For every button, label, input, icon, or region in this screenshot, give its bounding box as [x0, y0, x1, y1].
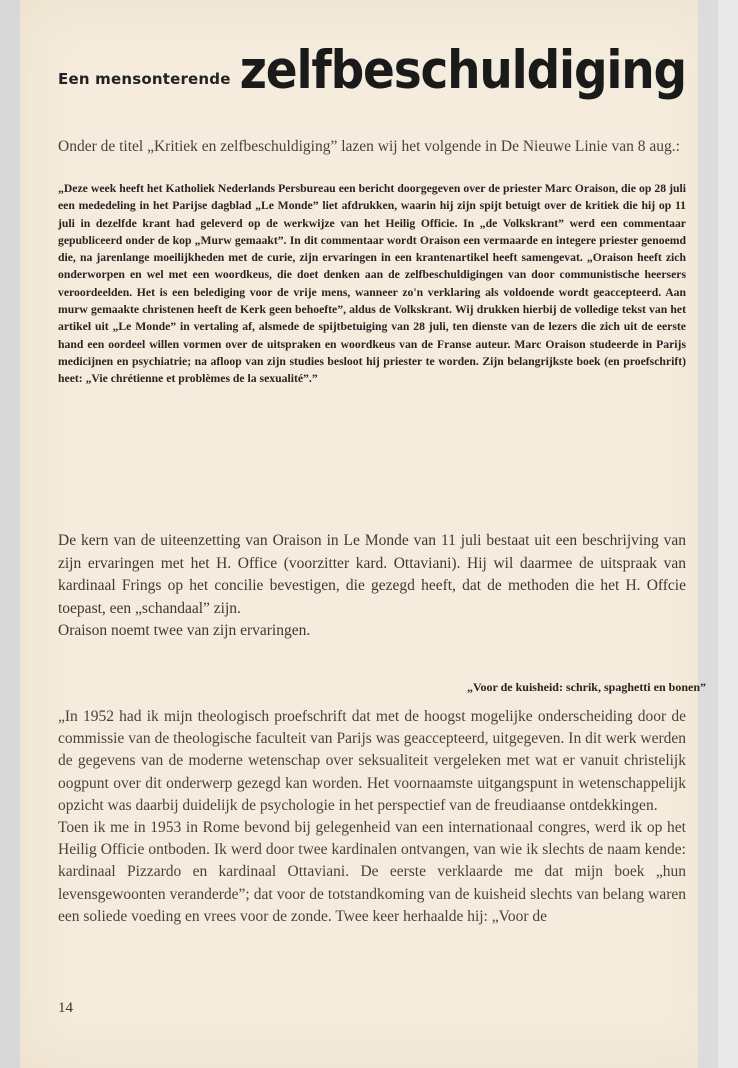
body-paragraph: Oraison noemt twee van zijn ervaringen. — [58, 622, 311, 639]
body-paragraph: De kern van de uiteenzetting van Oraison in Le Monde van 11 juli bestaat uit een beschrijving van zijn ervaringen met het H. Office (voorzitter kard. Ottaviani). Hij wil daarmee de uitspraak van kardinaal Frings op het concilie bevestigen, die gezegd heeft, dat de methoden die het H. Offcie toepast, een „schandaal” zijn. — [58, 532, 686, 617]
headline-kicker: Een mensonterende — [58, 70, 231, 88]
scan-margin-right — [698, 0, 718, 1068]
quoted-press-excerpt: „Deze week heeft het Katholiek Nederlands Persbureau een bericht doorgegeven over de priester Marc Oraison, die op 28 juli een mededeling in het Parijse dagblad „Le Monde” liet afdrukken, waarin hij zijn spijt betuigt over de kritiek die hij op 11 juli in dezelfde krant had geleverd op de werkwijze van het Heilig Officie. In „de Volkskrant” werd een commentaar gepubliceerd onder de kop „Murw gemaakt”. In dit commentaar wordt Oraison een vermaarde en integere priester genoemd die, na jarenlange moeilijkheden met de curie, zijn ervaringen in een krantenartikel heeft samengevat. „Oraison heeft zich onderworpen en wel met een woordkeus, die doet denken aan de zelfbeschuldigingen van door communistische heersers veroordeelden. Het is een belediging voor de vrije mens, wanneer zo'n verklaring als voldoende wordt geaccepteerd. Aan murw gemaakte christenen heeft de Kerk geen behoefte”, aldus de Volkskrant. Wij drukken hierbij de volledige tekst van het artikel uit „Le Monde” in vertaling af, alsmede de spijtbetuiging van 28 juli, ten dienste van de lezers die zich uit de eerste hand een oordeel willen vormen over de uitspraken en woordkeus van de Franse auteur. Marc Oraison studeerde in Parijs medicijnen en psychiatrie; na afloop van zijn studies besloot hij priester te worden. Zijn belangrijkste boek (en proefschrift) heet: „Vie chrétienne et problèmes de la sexualité”.” — [58, 182, 686, 386]
scan-margin-left — [0, 0, 20, 1068]
page-number: 14 — [58, 1000, 73, 1016]
body-paragraph: „In 1952 had ik mijn theologisch proefschrift dat met de hoogst mogelijke onderscheiding door de commissie van de theologische faculteit van Parijs was geaccepteerd, uitgegeven. In dit werk werden de gegevens van de moderne wetenschap over seksualiteit vergeleken met wat er vanuit christelijk oogpunt over dit onderwerp gezegd kan worden. Het voornaamste uitgangspunt in wetenschappelijk opzicht was daarbij duidelijk de psychologie in het perspectief van de freudiaanse ontdekkingen. — [58, 708, 686, 814]
headline-title: zelfbeschuldiging — [239, 40, 686, 102]
article-header — [58, 40, 686, 100]
body-paragraph: Toen ik me in 1953 in Rome bevond bij gelegenheid van een internationaal congres, werd ik op het Heilig Officie ontboden. Ik werd door twee kardinalen ontvangen, van wie ik slechts de naam kende: kardinaal Pizzardo en kardinaal Ottaviani. De eerste verklaarde me dat mijn boek „hun levensgewoonten veranderde”; dat voor de totstandkoming van de kuisheid slechts van belang waren een soliede voeding en vrees voor de zonde. Twee keer herhaalde hij: „Voor de — [58, 819, 686, 925]
section-subheading: „Voor de kuisheid: schrik, spaghetti en bonen” — [466, 680, 706, 694]
body-section-2 — [58, 706, 686, 928]
lead-paragraph: Onder de titel „Kritiek en zelfbeschuldiging” lazen wij het volgende in De Nieuwe Linie van 8 aug.: — [58, 138, 680, 155]
body-section-1 — [58, 530, 686, 643]
